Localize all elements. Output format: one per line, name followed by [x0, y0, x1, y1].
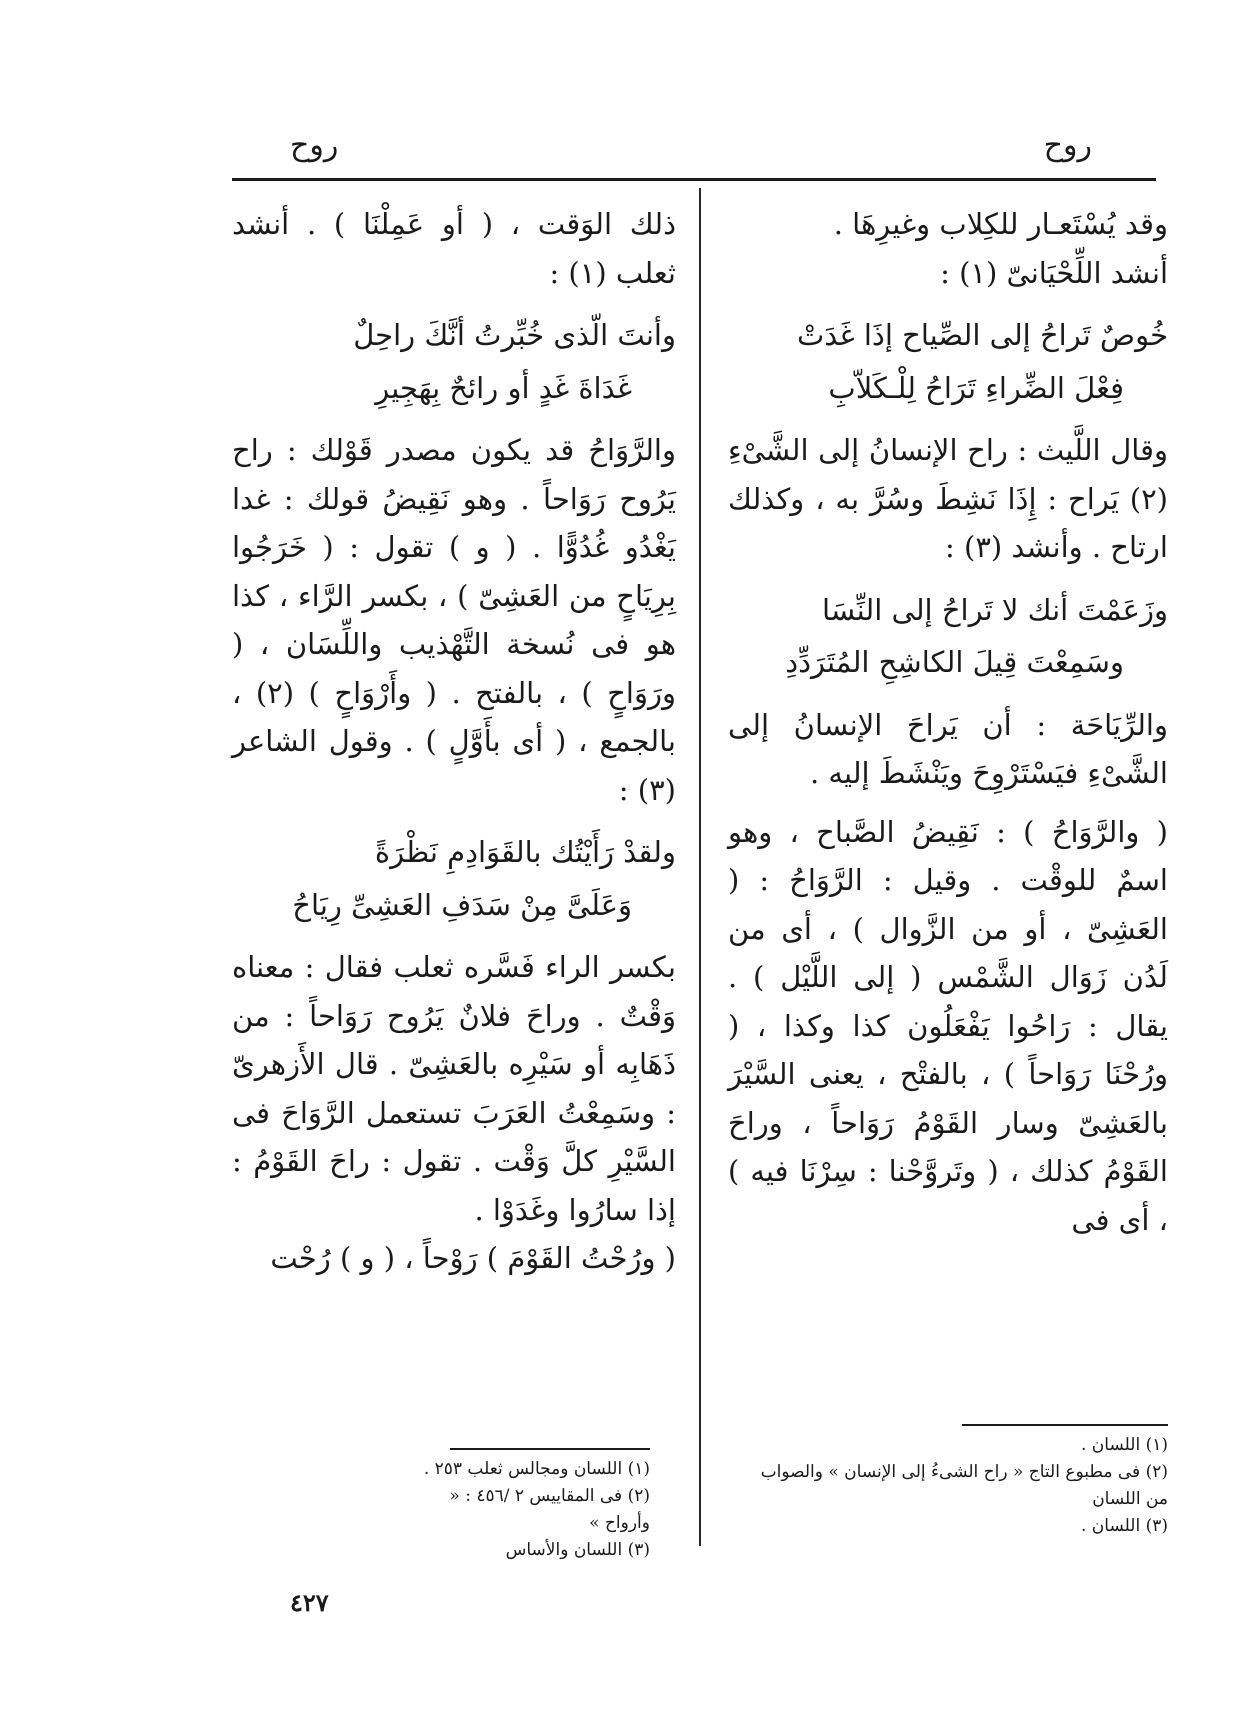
footnote-rule-right — [962, 1424, 1168, 1426]
verse-line: وأنتَ الّذى خُبِّرتُ أنَّكَ راحِلٌ — [353, 318, 676, 352]
entry-paragraph: والرِّيَاحَة : أن يَراحَ الإنسانُ إلى الشَّىْءِ فيَسْتَرْوِحَ ويَنْشَطَ إليه . — [728, 707, 1168, 790]
column-divider — [699, 188, 701, 1546]
right-column — [728, 200, 1168, 1244]
entry-paragraph: والرَّوَاحُ قد يكون مصدر قَوْلك : راح يَرُوح رَوَاحاً . وهو نَقِيضُ قولك : غدا يَغْدُو غُدُوًّا . ( و ) تقول : ( خَرَجُوا بِرِيَاحٍ من العَشِىّ ) ، بكسر الرَّاء ، كذا هو فى نُسخة التَّهْذيب واللِّسَان ، ( ورَوَاحٍ ) ، بالفتح . ( وأَرْوَاحٍ ) (٢) ، بالجمع ، ( أى بأَوَّلٍ ) . وقول الشاعر (٣) : — [232, 433, 676, 807]
left-column — [232, 200, 676, 1283]
running-header-left: روح — [290, 128, 339, 163]
verse-line: خُوصٌ تَراحُ إلى الصِّياح إذَا غَدَتْ — [796, 318, 1168, 352]
entry-paragraph: وقال اللَّيث : راح الإنسانُ إلى الشَّىْءِ (٢) يَراح : إِذَا نَشِطَ وسُرَّ به ، وكذلك ارتاح . وأنشد (٣) : — [728, 433, 1168, 564]
footnote: (٣) اللسان . — [1081, 1516, 1168, 1536]
footnotes-right — [740, 1432, 1168, 1540]
verse-line: وسَمِعْتَ قِيلَ الكاشِحِ المُتَرَدِّدِ — [785, 645, 1124, 679]
footnote: (١) اللسان ومجالس ثعلب ٢٥٣ . — [423, 1459, 650, 1479]
running-header-right: روح — [1043, 128, 1092, 163]
footnotes-left — [400, 1456, 650, 1564]
verse-line: وزَعَمْتَ أنك لا تَراحُ إلى النِّسَا — [821, 592, 1168, 627]
page-number: ٤٢٧ — [290, 1588, 329, 1617]
footnote-rule-left — [450, 1448, 650, 1450]
entry-line: وقد يُسْتَعـار للكِلاب وغيرِهَا . — [833, 207, 1168, 241]
header-rule — [232, 178, 1156, 181]
verse-line: ولقدْ رَأَيْتُك بالقَوَادِمِ نَظْرَةً — [374, 835, 676, 869]
entry-paragraph: ( ورُحْتُ القَوْمَ ) رَوْحاً ، ( و ) رُحْت — [270, 1241, 676, 1275]
footnote: (٣) اللسان والأساس — [505, 1540, 650, 1560]
footnote: (٢) فى المقاييس ٢ /٤٥٦ : « وأرواح » — [449, 1486, 650, 1533]
verse-line: وَعَلَىَّ مِنْ سَدَفِ العَشِىِّ رِيَاحُ — [292, 887, 632, 922]
entry-paragraph: ( والرَّوَاحُ ) : نَقِيضُ الصَّباح ، وهو اسمٌ للوقْت . وقيل : الرَّوَاحُ : ( العَشِىّ ، أو من الزَّوال ) ، أى من لَدُن زَوَال الشَّمْس ( إلى اللَّيْل ) . يقال : رَاحُوا يَفْعَلُون كذا وكذا ، ( ورُحْنَا رَوَاحاً ) ، بالفتْح ، يعنى السَّيْرَ بالعَشِىّ وسار القَوْمُ رَوَاحاً ، وراحَ القَوْمُ كذلك ، ( وتَروَّحْنا : سِرْنَا فيه ) ، أى فى — [728, 814, 1168, 1237]
verse-line: فِعْلَ الضِّراءِ تَرَاحُ لِلْـكَلاّبِ — [828, 370, 1124, 405]
entry-paragraph: ذلك الوَقت ، ( أو عَمِلْنَا ) . أنشد ثعلب (١) : — [232, 207, 676, 290]
entry-line: أنشد اللِّحْيَانىّ (١) : — [940, 255, 1168, 290]
entry-paragraph: بكسر الراء فَسَّره ثعلب فقال : معناه وَقْتٌ . وراحَ فلانٌ يَرُوح رَوَاحاً : من ذَهَابِه أو سَيْرِه بالعَشِىّ . قال الأَزهرىّ : وسَمِعْتُ العَرَبَ تستعمل الرَّوَاحَ فى السَّيْرِ كلَّ وَقْت . تقول : راحَ القَوْمُ : إذا سارُوا وغَدَوْا . — [232, 950, 676, 1227]
verse-line: غَدَاةَ غَدٍ أو رائحٌ بِهَجِيرِ — [375, 370, 632, 405]
footnote: (١) اللسان . — [1081, 1435, 1168, 1455]
footnote: (٢) فى مطبوع التاج « راح الشىءُ إلى الإنسان » والصواب من اللسان — [760, 1462, 1168, 1509]
